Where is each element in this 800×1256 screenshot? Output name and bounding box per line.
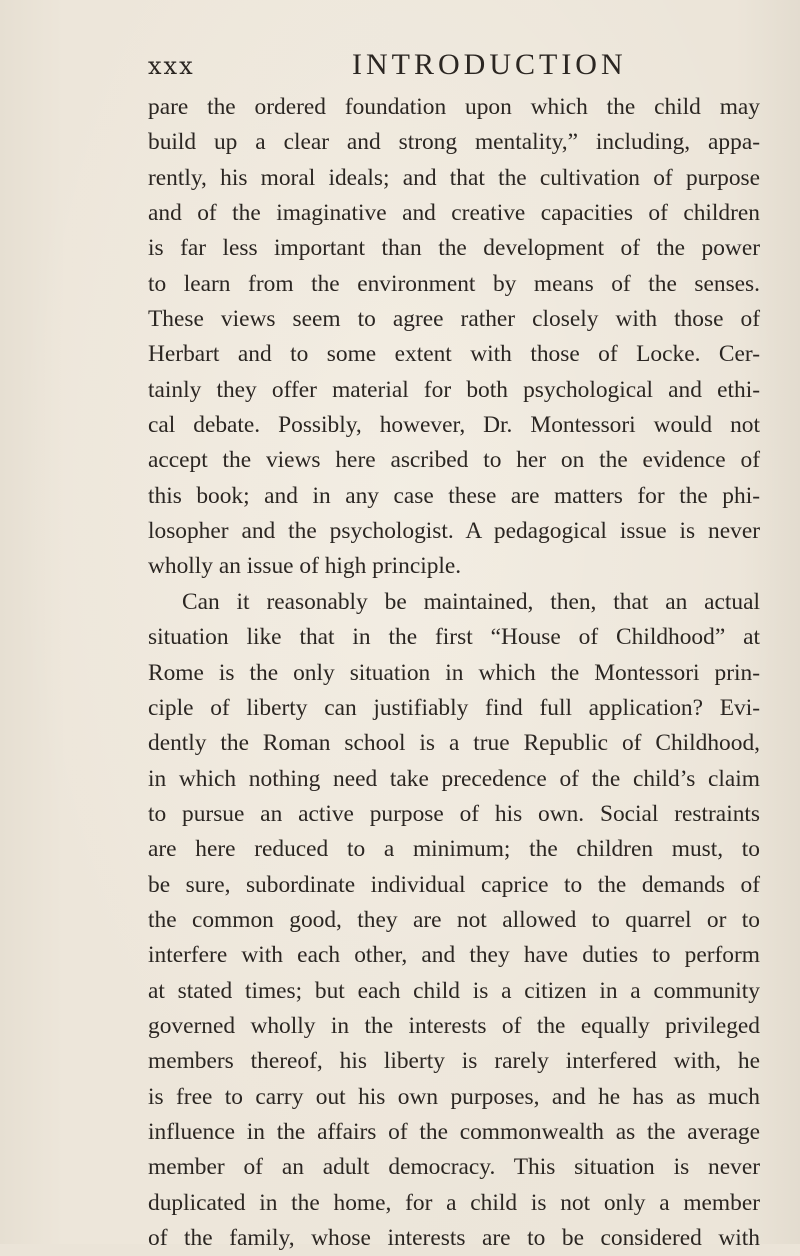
text-line: is far less important than the development of the power — [148, 235, 760, 262]
paragraph-end-line: wholly an issue of high principle. — [148, 553, 462, 580]
page-number: xxx — [148, 52, 195, 80]
text-line: cal debate. Possibly, however, Dr. Montessori would not — [148, 412, 760, 439]
text-line: Rome is the only situation in which the Montessori prin- — [148, 659, 760, 686]
text-line: ciple of liberty can justifiably find full application? Evi- — [148, 694, 760, 721]
text-line: to learn from the environment by means of the senses. — [148, 270, 760, 297]
text-line: are here reduced to a minimum; the children must, to — [148, 836, 760, 863]
body-text — [148, 90, 760, 1256]
text-line: be sure, subordinate individual caprice to the demands of — [148, 871, 760, 898]
text-line: at stated times; but each child is a citizen in a community — [148, 977, 760, 1004]
text-line: tainly they offer material for both psychological and ethi- — [148, 376, 760, 403]
running-title: INTRODUCTION — [352, 48, 627, 81]
text-line: pare the ordered foundation upon which the child may — [148, 94, 760, 120]
text-line: Herbart and to some extent with those of Locke. Cer- — [148, 341, 760, 368]
text-line: governed wholly in the interests of the equally privileged — [148, 1012, 760, 1039]
running-head — [0, 48, 800, 88]
text-line: rently, his moral ideals; and that the cultivation of purpose — [148, 164, 760, 191]
text-line: member of an adult democracy. This situation is never — [148, 1154, 760, 1181]
text-line: the common good, they are not allowed to quarrel or to — [148, 906, 760, 933]
text-line: losopher and the psychologist. A pedagogical issue is never — [148, 518, 760, 545]
text-line: is free to carry out his own purposes, and he has as much — [148, 1083, 760, 1110]
text-line: accept the views here ascribed to her on the evidence of — [148, 447, 760, 474]
text-line: build up a clear and strong mentality,” including, appa- — [148, 129, 760, 156]
text-line: dently the Roman school is a true Republic of Childhood, — [148, 730, 760, 757]
text-line: to pursue an active purpose of his own. Social restraints — [148, 800, 760, 827]
text-line: members thereof, his liberty is rarely interfered with, he — [148, 1048, 760, 1075]
text-line: and of the imaginative and creative capacities of children — [148, 200, 760, 227]
text-line: of the family, whose interests are to be considered with — [148, 1225, 760, 1251]
text-line: influence in the affairs of the commonwealth as the average — [148, 1118, 760, 1145]
text-line: These views seem to agree rather closely with those of — [148, 306, 760, 333]
text-line: interfere with each other, and they have duties to perform — [148, 942, 760, 969]
text-line: duplicated in the home, for a child is not only a member — [148, 1189, 760, 1216]
text-line: situation like that in the first “House of Childhood” at — [148, 624, 760, 651]
text-line: in which nothing need take precedence of the child’s claim — [148, 765, 760, 792]
text-line: this book; and in any case these are matters for the phi- — [148, 482, 760, 509]
paragraph-first-line: Can it reasonably be maintained, then, that an actual — [182, 588, 760, 615]
